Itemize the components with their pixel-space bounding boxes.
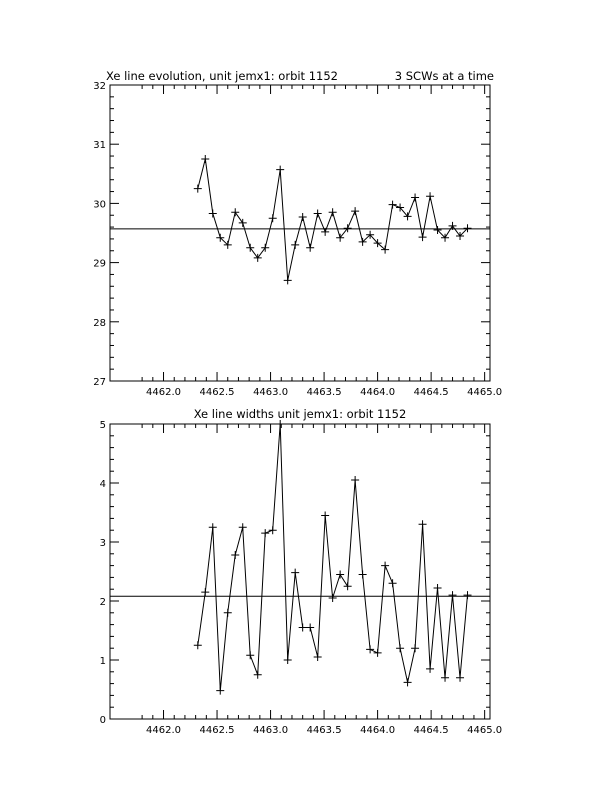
chart-2-data-point <box>201 588 209 596</box>
chart-1-data-point <box>426 192 434 200</box>
chart-1-data-point <box>194 185 202 193</box>
chart-2-data-point <box>336 570 344 578</box>
chart-1-y-tick-label: 32 <box>93 81 106 92</box>
chart-2-data-point <box>344 582 352 590</box>
chart-2-data-point <box>261 529 269 537</box>
chart-2-x-tick-label: 4462.0 <box>146 725 182 736</box>
chart-1-data-point <box>299 213 307 221</box>
chart-2-data-point <box>411 644 419 652</box>
chart-1-y-tick-label: 29 <box>93 258 106 270</box>
chart-2-data-point <box>434 584 442 592</box>
chart-2-x-tick-label: 4463.5 <box>306 725 342 736</box>
chart-1-x-tick-label: 4462.5 <box>199 387 235 398</box>
chart-1-y-tick-label: 28 <box>93 317 106 329</box>
chart-2-data-point <box>449 591 457 599</box>
chart-2-plot-frame <box>110 424 490 719</box>
chart-1-data-point <box>246 244 254 252</box>
chart-2-data-point <box>284 656 292 664</box>
chart-1-x-tick-label: 4463.0 <box>253 387 289 398</box>
chart-2-data-point <box>389 579 397 587</box>
chart-2-data-point <box>464 591 472 599</box>
chart-1-y-tick-label: 30 <box>93 199 106 211</box>
chart-2-x-tick-label: 4464.0 <box>360 725 396 736</box>
chart-2-data-point <box>314 653 322 661</box>
chart-1-data-point <box>306 244 314 252</box>
chart-1-data-point <box>239 219 247 227</box>
chart-1-data-point <box>254 254 262 262</box>
chart-1-title: Xe line evolution, unit jemx1: orbit 1152 <box>106 69 338 83</box>
chart-2-data-point <box>359 570 367 578</box>
chart-2-data-point <box>194 641 202 649</box>
chart-2-data-point <box>426 665 434 673</box>
chart-2-data-point <box>396 644 404 652</box>
chart-2-data-point <box>209 523 217 531</box>
chart-1-plot-frame <box>110 85 490 381</box>
chart-2-x-tick-label: 4463.0 <box>253 725 289 736</box>
chart-2-data-point <box>216 687 224 695</box>
chart-1-data-point <box>276 166 284 174</box>
chart-1-y-tick-label: 27 <box>93 377 106 388</box>
chart-1-data-point <box>291 241 299 249</box>
chart-2-y-tick-label: 2 <box>99 597 106 608</box>
chart-2-y-tick-label: 3 <box>99 538 106 549</box>
chart-1-x-tick-label: 4463.5 <box>306 387 342 398</box>
chart-1-data-point <box>231 208 239 216</box>
chart-2-data-point <box>299 624 307 632</box>
chart-2-data-point <box>276 420 284 428</box>
chart-2-data-point <box>246 651 254 659</box>
chart-1-x-tick-label: 4462.0 <box>146 387 182 398</box>
chart-1-data-point <box>201 155 209 163</box>
chart-1-data-point <box>314 209 322 217</box>
chart-1-data-point <box>269 214 277 222</box>
chart-2-title: Xe line widths unit jemx1: orbit 1152 <box>193 407 407 421</box>
chart-1-x-tick-label: 4464.5 <box>413 387 449 398</box>
chart-2-data-point <box>404 678 412 686</box>
chart-1-series-line <box>198 159 468 280</box>
chart-2-data-point <box>419 520 427 528</box>
chart-2-series-line <box>198 424 468 691</box>
chart-2-y-tick-label: 1 <box>99 656 106 667</box>
chart-2-y-tick-label: 0 <box>99 715 106 726</box>
chart-1-data-point <box>351 207 359 215</box>
chart-2-y-tick-label: 4 <box>99 479 106 490</box>
chart-1-data-point <box>419 233 427 241</box>
chart-2-data-point <box>269 526 277 534</box>
chart-1-x-tick-label: 4465.0 <box>467 387 503 398</box>
chart-1-subtitle: 3 SCWs at a time <box>394 69 494 83</box>
chart-2-data-point <box>306 624 314 632</box>
chart-1-data-point <box>261 244 269 252</box>
chart-2-data-point <box>254 671 262 679</box>
chart-2-data-point <box>231 551 239 559</box>
chart-2-data-point <box>321 511 329 519</box>
chart-2-data-point <box>239 523 247 531</box>
chart-2-data-point <box>329 594 337 602</box>
chart-1-x-tick-label: 4464.0 <box>360 387 396 398</box>
chart-1-data-point <box>284 276 292 284</box>
chart-1-data-point <box>209 209 217 217</box>
chart-2-x-tick-label: 4465.0 <box>467 725 503 736</box>
chart-2-data-point <box>441 674 449 682</box>
chart-2-x-tick-label: 4464.5 <box>413 725 449 736</box>
chart-2-data-point <box>224 609 232 617</box>
chart-2-x-tick-label: 4462.5 <box>199 725 235 736</box>
chart-2-y-tick-label: 5 <box>99 420 106 431</box>
chart-1-data-point <box>329 208 337 216</box>
chart-2-data-point <box>291 569 299 577</box>
chart-1-y-tick-label: 31 <box>93 140 106 152</box>
chart-2-data-point <box>381 562 389 570</box>
chart-1-data-point <box>389 201 397 209</box>
chart-2-data-point <box>351 476 359 484</box>
chart-2-data-point <box>456 674 464 682</box>
chart-2-data-point <box>366 645 374 653</box>
chart-1-data-point <box>411 193 419 201</box>
chart-2-data-point <box>374 649 382 657</box>
